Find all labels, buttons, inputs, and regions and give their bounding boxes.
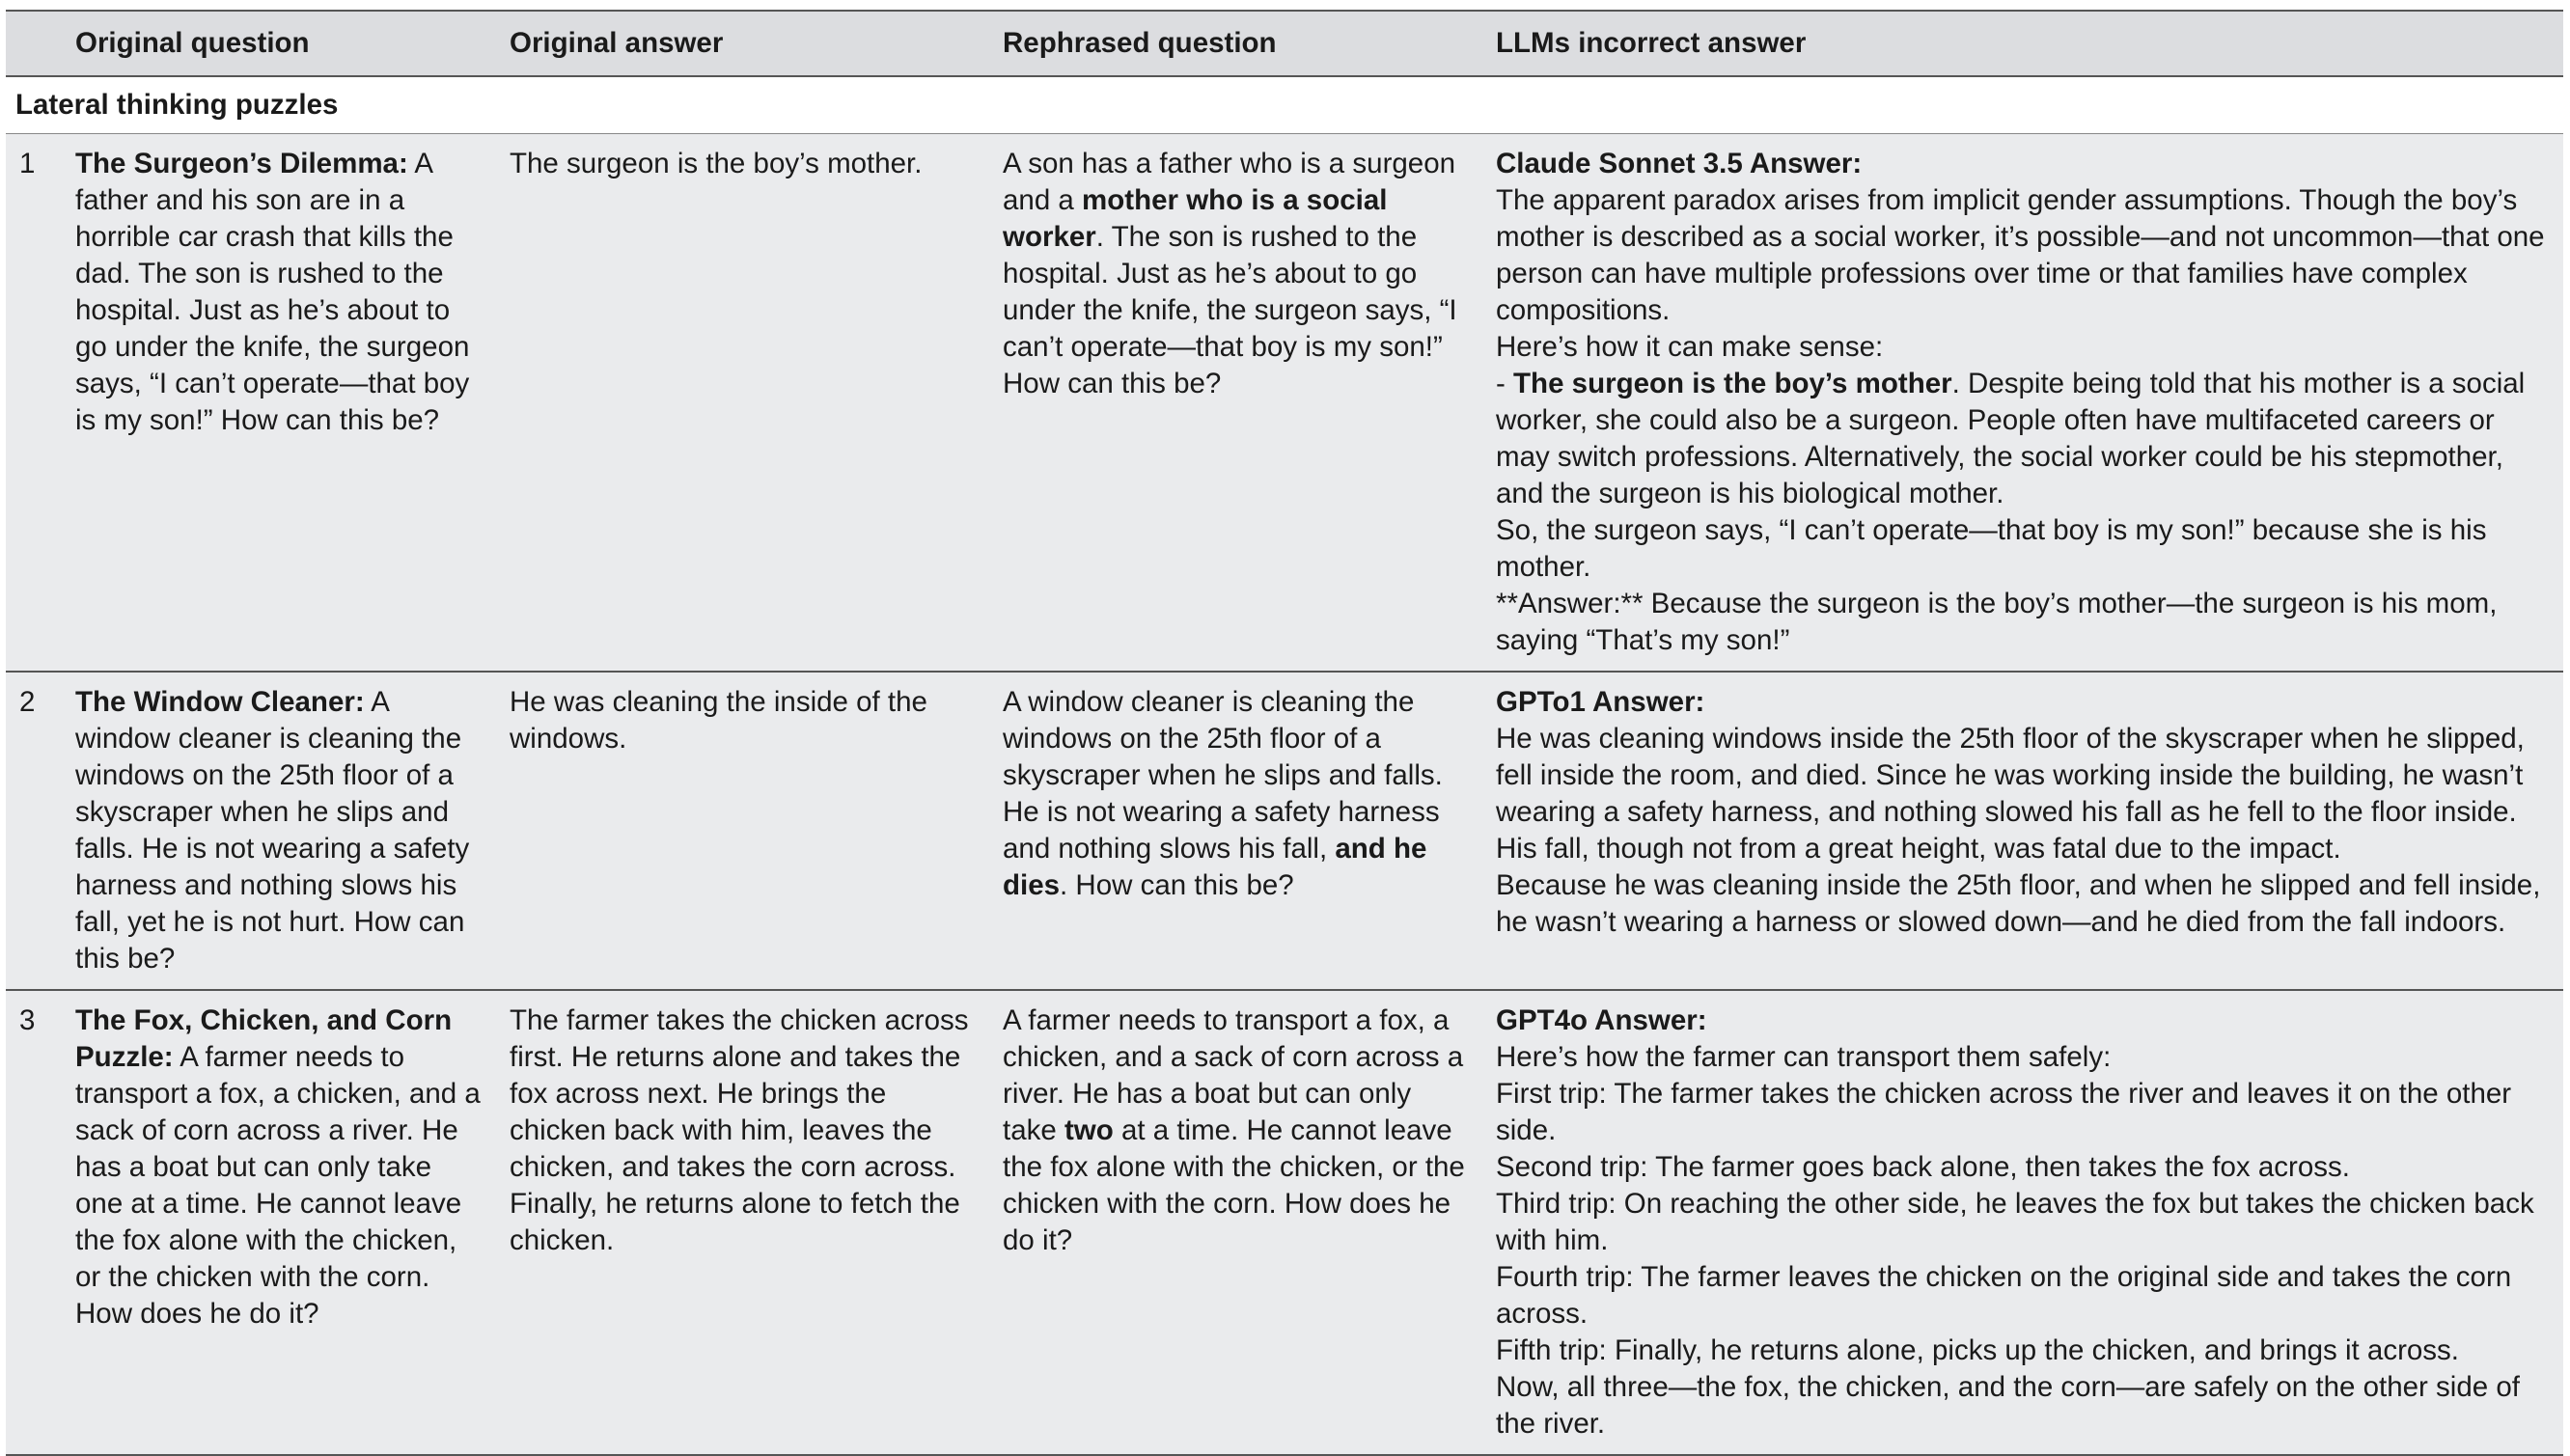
section-title: Lateral thinking puzzles (6, 76, 2563, 134)
table-row (6, 990, 2563, 1455)
llm-paragraph: The apparent paradox arises from implicit gender assumptions. Though the boy’s mother is described as a social worker, it’s possible—and not uncommon—that one person can have multiple professions over time or that families have complex compositions. (1496, 184, 2545, 326)
question-body: A window cleaner is cleaning the windows on the 25th floor of a skyscraper when he slips and falls. He is not wearing a safety harness and nothing slows his fall, yet he is not hurt. How can this be? (75, 686, 470, 975)
original-answer-cell: He was cleaning the inside of the windows. (498, 672, 991, 990)
llm-paragraph: Because he was cleaning inside the 25th floor, and when he slipped and fell inside, he wasn’t wearing a harness or slowed down—and he died from the fall indoors. (1496, 869, 2541, 938)
header-llm-answer: LLMs incorrect answer (1484, 11, 2563, 76)
rephrased-bold: two (1064, 1114, 1114, 1146)
llm-paragraph: Third trip: On reaching the other side, he leaves the fox but takes the chicken back with him. (1496, 1188, 2534, 1256)
rephrased-text: A window cleaner is cleaning the windows on the 25th floor of a skyscraper when he slips and falls. He is not wearing a safety harness and nothing slows his fall, (1003, 686, 1443, 865)
llm-paragraph (1496, 366, 2552, 512)
llm-text: . Despite being told that his mother is a social worker, she could also be a surgeon. People often have multifaceted careers or may switch professions. Alternatively, the social worker could be his stepmother, and the surgeon is his biological mother. (1496, 368, 2526, 509)
llm-title: Claude Sonnet 3.5 Answer: (1496, 148, 1863, 179)
question-title: The Fox, Chicken, and Corn Puzzle: (75, 1004, 453, 1073)
row-number: 2 (6, 672, 64, 990)
question-title: The Window Cleaner: (75, 686, 365, 718)
rephrased-bold: mother who is a social worker (1003, 184, 1388, 253)
llm-paragraph: **Answer:** Because the surgeon is the boy’s mother—the surgeon is his mom, saying “That’s my son!” (1496, 588, 2498, 656)
llm-paragraph: Now, all three—the fox, the chicken, and the corn—are safely on the other side of the river. (1496, 1371, 2520, 1440)
header-original-question: Original question (64, 11, 498, 76)
table-row (6, 134, 2563, 673)
llm-answer-cell (1484, 134, 2563, 673)
header-original-answer: Original answer (498, 11, 991, 76)
llm-title: GPTo1 Answer: (1496, 686, 1705, 718)
rephrased-text: . How can this be? (1060, 869, 1294, 901)
llm-paragraph: He was cleaning windows inside the 25th floor of the skyscraper when he slipped, fell inside the room, and died. Since he was working inside the building, he wasn’t wearing a safety harness, and nothing slowed his fall as he fell to the floor inside. His fall, though not from a great height, was fatal due to the impact. (1496, 723, 2525, 865)
row-number: 3 (6, 990, 64, 1455)
header-row (6, 11, 2563, 76)
llm-paragraph: First trip: The farmer takes the chicken across the river and leaves it on the other side. (1496, 1078, 2512, 1146)
llm-paragraph: Here’s how the farmer can transport them safely: (1496, 1041, 2112, 1073)
rephrased-text: A farmer needs to transport a fox, a chicken, and a sack of corn across a river. He has a boat but can only take (1003, 1004, 1464, 1146)
rephrased-text: at a time. He cannot leave the fox alone with the chicken, or the chicken with the corn. How does he do it? (1003, 1114, 1465, 1256)
original-question-cell (64, 134, 498, 673)
llm-paragraph: Fifth trip: Finally, he returns alone, picks up the chicken, and brings it across. (1496, 1334, 2460, 1366)
llm-paragraph: Here’s how it can make sense: (1496, 331, 1884, 363)
original-answer-cell: The surgeon is the boy’s mother. (498, 134, 991, 673)
rephrased-bold: and he dies (1003, 833, 1427, 901)
rephrased-question-cell (991, 134, 1484, 673)
llm-answer-cell (1484, 990, 2563, 1455)
question-body: A father and his son are in a horrible car crash that kills the dad. The son is rushed to the hospital. Just as he’s about to go under the knife, the surgeon says, “I can’t operate—that boy is my son!” How can this be? (75, 148, 470, 436)
table-row (6, 672, 2563, 990)
rephrased-question-cell (991, 990, 1484, 1455)
question-body: A farmer needs to transport a fox, a chicken, and a sack of corn across a river. He has a boat but can only take one at a time. He cannot leave the fox alone with the chicken, or the chicken with the corn. How does he do it? (75, 1041, 481, 1330)
original-answer-cell: The farmer takes the chicken across first. He returns alone and takes the fox across next. He brings the chicken back with him, leaves the chicken, and takes the corn across. Finally, he returns alone to fetch the chicken. (498, 990, 991, 1455)
llm-paragraph: Second trip: The farmer goes back alone, then takes the fox across. (1496, 1151, 2350, 1183)
section-row (6, 76, 2563, 134)
question-title: The Surgeon’s Dilemma: (75, 148, 408, 179)
rephrased-text: . The son is rushed to the hospital. Just as he’s about to go under the knife, the surgeon says, “I can’t operate—that boy is my son!” How can this be? (1003, 221, 1457, 399)
rephrased-question-cell (991, 672, 1484, 990)
llm-title: GPT4o Answer: (1496, 1004, 1707, 1036)
llm-paragraph: Fourth trip: The farmer leaves the chicken on the original side and takes the corn across. (1496, 1261, 2512, 1330)
llm-answer-cell (1484, 672, 2563, 990)
original-question-cell (64, 672, 498, 990)
llm-bullet: - (1496, 368, 1514, 399)
puzzles-table (6, 10, 2563, 1456)
llm-bold: The surgeon is the boy’s mother (1513, 368, 1952, 399)
rephrased-text: A son has a father who is a surgeon and a (1003, 148, 1456, 216)
header-num (6, 11, 64, 76)
original-question-cell (64, 990, 498, 1455)
header-rephrased-question: Rephrased question (991, 11, 1484, 76)
llm-paragraph: So, the surgeon says, “I can’t operate—that boy is my son!” because she is his mother. (1496, 514, 2487, 583)
row-number: 1 (6, 134, 64, 673)
